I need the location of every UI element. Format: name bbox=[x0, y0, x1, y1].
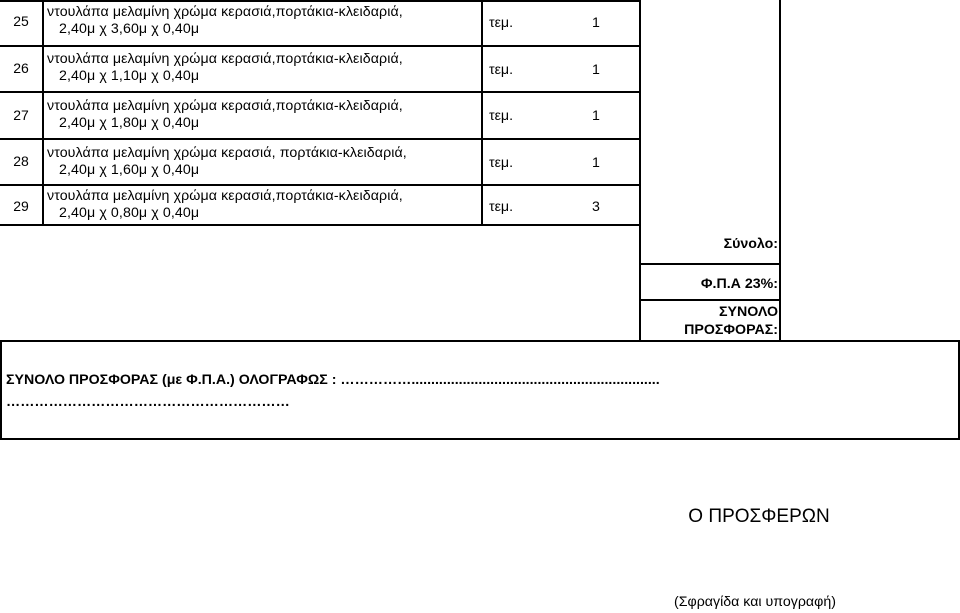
item-description: ντουλάπα μελαμίνη χρώμα κερασιά,πορτάκια-κλειδαριά, 2,40μ χ 0,80μ χ 0,40μ bbox=[47, 188, 403, 221]
row-number: 26 bbox=[13, 60, 29, 76]
bidder-title: Ο ΠΡΟΣΦΕΡΩΝ bbox=[688, 506, 830, 527]
row-number: 25 bbox=[13, 13, 29, 29]
item-description: ντουλάπα μελαμίνη χρώμα κερασιά,πορτάκια-κλειδαριά, 2,40μ χ 3,60μ χ 0,40μ bbox=[47, 4, 403, 37]
grand-total-label-line2: ΠΡΟΣΦΟΡΑΣ: bbox=[684, 322, 778, 338]
amount-in-words-line1: ΣΥΝΟΛΟ ΠΡΟΣΦΟΡΑΣ (με Φ.Π.Α.) ΟΛΟΓΡΑΦΩΣ : ……………............................................................... bbox=[6, 372, 660, 388]
vat-label: Φ.Π.Α 23%: bbox=[700, 276, 778, 292]
item-unit: τεμ. bbox=[489, 15, 514, 31]
stamp-signature-caption: (Σφραγίδα και υπογραφή) bbox=[674, 594, 836, 610]
row-number: 27 bbox=[13, 107, 29, 123]
item-description: ντουλάπα μελαμίνη χρώμα κερασιά,πορτάκια-κλειδαριά, 2,40μ χ 1,10μ χ 0,40μ bbox=[47, 51, 403, 84]
item-quantity: 1 bbox=[592, 15, 600, 31]
item-quantity: 3 bbox=[592, 199, 600, 215]
subtotal-label: Σύνολο: bbox=[723, 236, 778, 252]
item-unit: τεμ. bbox=[489, 155, 514, 171]
item-quantity: 1 bbox=[592, 108, 600, 124]
item-description: ντουλάπα μελαμίνη χρώμα κερασιά, πορτάκια-κλειδαριά, 2,40μ χ 1,60μ χ 0,40μ bbox=[47, 145, 407, 178]
item-unit: τεμ. bbox=[489, 108, 514, 124]
item-quantity: 1 bbox=[592, 155, 600, 171]
row-number: 28 bbox=[13, 153, 29, 169]
row-number: 29 bbox=[13, 198, 29, 214]
item-description: ντουλάπα μελαμίνη χρώμα κερασιά,πορτάκια-κλειδαριά, 2,40μ χ 1,80μ χ 0,40μ bbox=[47, 98, 403, 131]
item-quantity: 1 bbox=[592, 62, 600, 78]
item-unit: τεμ. bbox=[489, 199, 514, 215]
item-unit: τεμ. bbox=[489, 62, 514, 78]
grand-total-label-line1: ΣΥΝΟΛΟ bbox=[719, 304, 778, 320]
amount-in-words-line2: …………………………………………………… bbox=[6, 394, 290, 410]
